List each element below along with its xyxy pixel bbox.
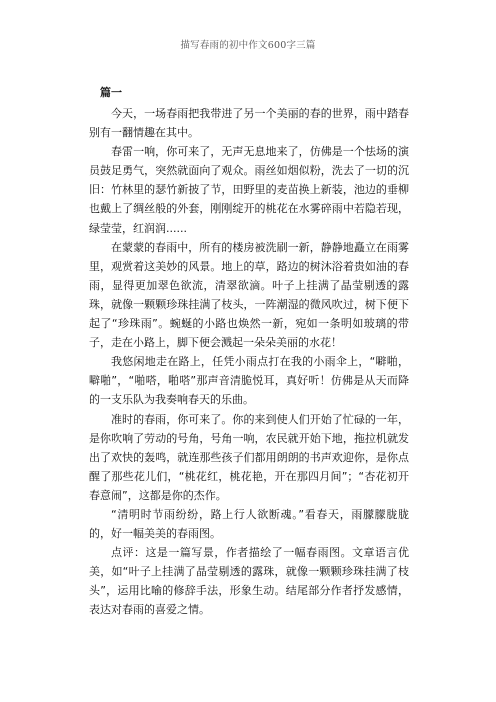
paragraph-comment: 点评：这是一篇写景，作者描绘了一幅春雨图。文章语言优美，如“叶子上挂满了晶莹剔透的露珠，就像一颗颗珍珠挂满了枝头”，运用比喻的修辞手法，形象生动。结尾部分作者抒发感情，表达对春雨的喜爱之情。: [89, 546, 409, 617]
paragraph-timely-rain: 准时的春雨，你可来了。你的来到使人们开始了忙碌的一年，是你吹响了劳动的号角，号角一响，农民就开始下地，拖拉机就发出了欢快的轰鸣，就连那些孩子们都用朗朗的书声欢迎你，是你点醒了那些花儿们，“桃花红，桃花艳，开在那四月间”；“杏花初开春意闹”，这都是你的杰作。: [89, 412, 409, 502]
paragraph-qingming-poem: “清明时节雨纷纷，路上行人欲断魂。”看春天，雨朦朦胧胧的，好一幅美美的春雨图。: [89, 507, 409, 541]
document-body: [89, 84, 409, 620]
paragraph-intro: 今天，一场春雨把我带进了另一个美丽的春的世界，雨中踏春别有一翻情趣在其中。: [89, 107, 409, 140]
document-title: 描写春雨的初中作文600字三篇: [180, 40, 316, 51]
paragraph-spring-thunder: 春雷一响，你可来了，无声无息地来了，仿佛是一个怯场的演员鼓足勇气，突然就面向了观众。雨丝如烟似粉，洗去了一切的沉旧：竹林里的瑟竹新披了节，田野里的麦苗换上新装，池边的垂柳也戴上了绸丝般的外套，刚刚绽开的桃花在水雾碎雨中若隐若现，绿莹莹，红润润......: [89, 145, 409, 235]
paragraph-umbrella-walk: 我悠闲地走在路上，任凭小雨点打在我的小雨伞上，“噼啪，噼啪”，“啪嗒，啪嗒”那声音清脆悦耳，真好听！仿佛是从天而降的一支乐队为我奏响春天的乐曲。: [89, 355, 409, 407]
paragraph-misty-rain: 在蒙蒙的春雨中，所有的楼房被洗刷一新，静静地矗立在雨雾里，观赏着这美妙的风景。地上的草，路边的树沐浴着贵如油的春雨，显得更加翠色欲流，清翠欲滴。叶子上挂满了晶莹剔透的露珠，就像一颗颗珍珠挂满了枝头，一阵潮湿的微风吹过，树下便下起了“珍珠雨”。蜿蜒的小路也焕然一新，宛如一条明如玻璃的带子，走在小路上，脚下便会溅起一朵朵美丽的水花！: [89, 240, 409, 350]
section-heading: 篇一: [100, 86, 122, 99]
